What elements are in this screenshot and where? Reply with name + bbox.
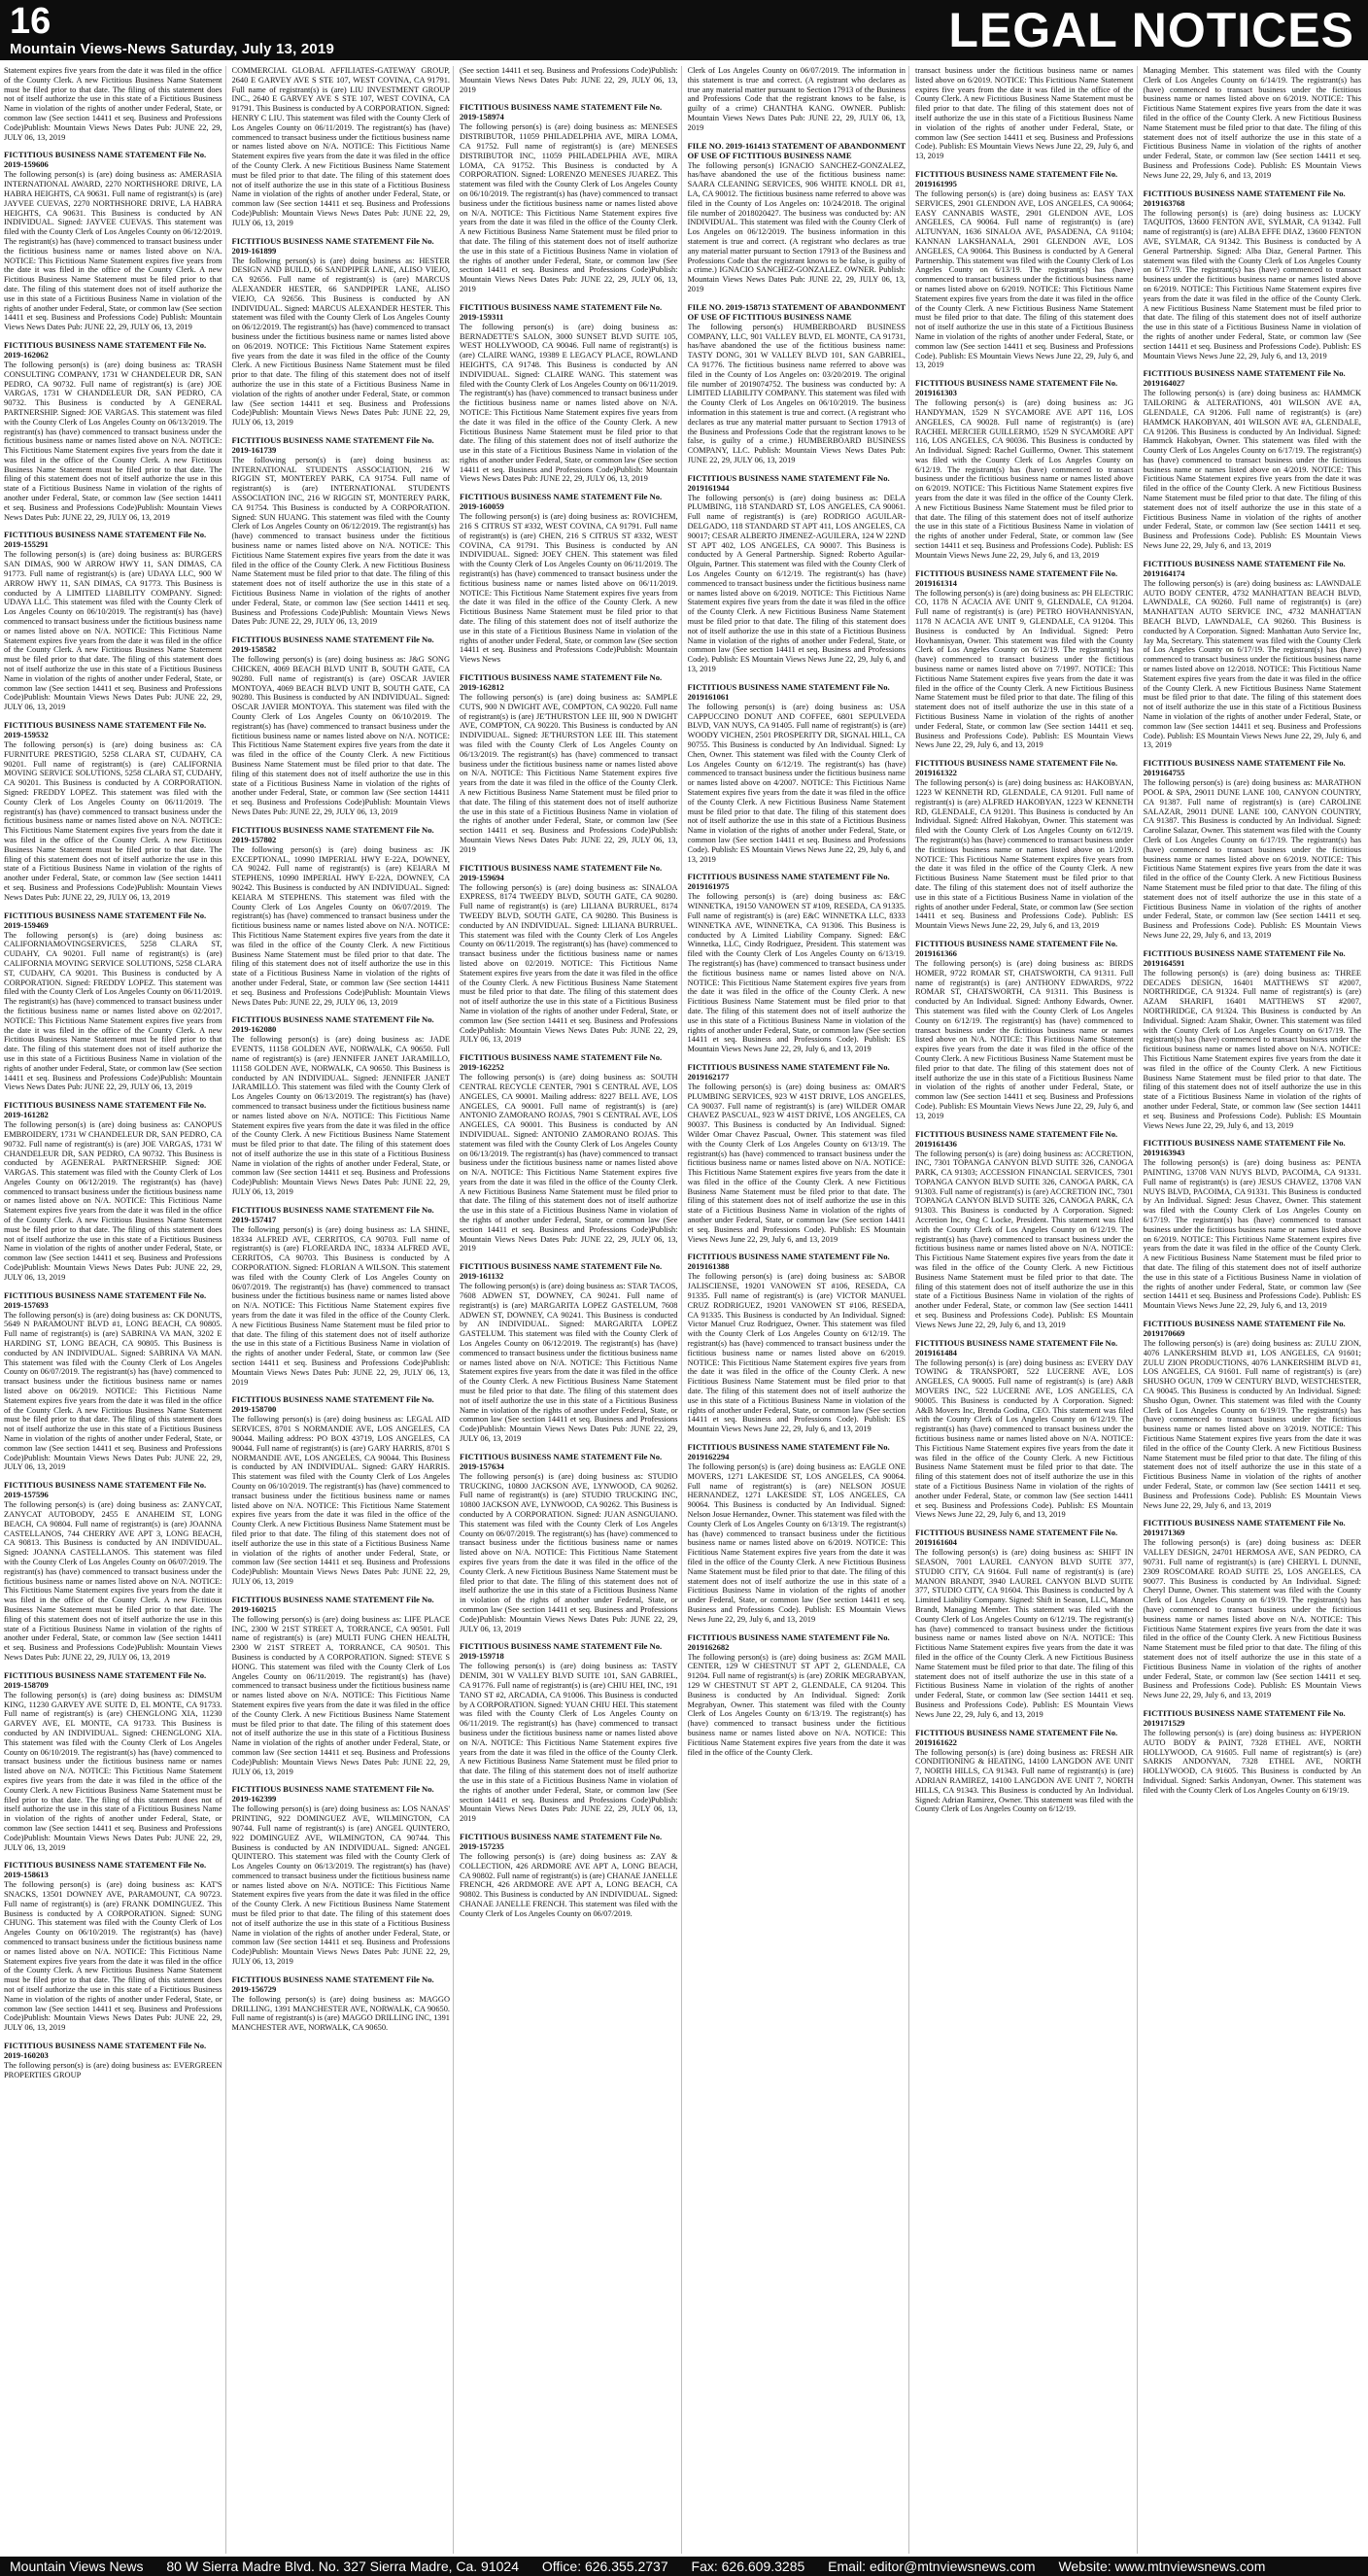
notice-body: The following person(s) is (are) doing business as: JG HANDYMAN, 1529 N SYCAMORE AVE APT 116, LOS ANGELES, CA 90028. Full name of registrant(s) is (are) RACHEL MERCIER GUILLERMO, 1529 N SYCAMORE APT 116, LOS ANGELES, CA 90036. This Business is conducted by An Individual. Signed: Rachel Guillermo, Owner. This statement was filed with the County Clerk of Los Angeles County on 6/12/19. The registrant(s) has (have) commenced to transact business under the fictitious business name or names listed above on 6/2019. NOTICE: This Fictitious Name Statement expires five years from the date it was filed in the office of the County Clerk. A new Fictitious Business Name Statement must be filed prior to that date. The filing of this statement does not of itself authorize the use in this state of a Fictitious Business Name in violation of the rights of another under Federal, State, or common law (See section 14411 et seq. Business and Professions Code). Publish: ES Mountain Views News June 22, 29, July 6, and 13, 2019 (915, 398, 1134, 560)
notice-body: The following person(s) is (are) doing business as: EVERGREEN PROPERTIES GROUP (4, 2061, 222, 2079)
notice-body: The following person(s) is (are) doing business as: ZAY & COLLECTION, 426 ARDMORE AVE APT A, LONG BEACH, CA 90802. Full name of registrant(s) is (are) CHANAE JANELLE FRENCH, 426 ARDMORE AVE APT A, LONG BEACH, CA 90802. This Business is conducted by AN INDIVIDUAL. Signed: CHANAE JANELLE FRENCH. This statement was filed with the County Clerk of Los Angeles County on 06/07/2019. (460, 1851, 678, 1918)
notice-heading: FICTITIOUS BUSINESS NAME STATEMENT File No. 2019-155291 (4, 530, 207, 550)
legal-notice (915, 169, 1134, 370)
notice-columns (4, 66, 1364, 2554)
notice-heading: FICTITIOUS BUSINESS NAME STATEMENT File No. 2019-157802 (231, 824, 434, 844)
legal-notice (915, 1129, 1134, 1330)
notice-heading: FICTITIOUS BUSINESS NAME STATEMENT File No. 2019164174 (1143, 558, 1346, 578)
footer-address: 80 W Sierra Madre Blvd. No. 327 Sierra Madre, Ca. 91024 (166, 2559, 519, 2574)
notice-body: The following person(s) is (are) doing business as: JADE EVENTS, 11158 GOLDEN AVE, NORWALK, CA 90650. Full name of registrant(s) is (are) JENNIFER JANET JARAMILLO, 11158 GOLDEN AVE, NORWALK, CA 90650. This Business is conducted by AN INDIVIDUAL. Signed: JENNIFER JANET JARAMILLO. This statement was filed with the County Clerk of Los Angeles County on 06/13/2019. The registrant(s) has (have) commenced to transact business under the fictitious business name or names listed above on N/A. NOTICE: This Fictitious Name Statement expires five years from the date it was filed in the office of the County Clerk. A new Fictitious Business Name Statement must be filed prior to that date. The filing of this statement does not of itself authorize the use in this state of a Fictitious Business Name in violation of the rights of another under Federal, State, or common law (See section 14411 et seq. Business and Professions Code)Publish: Mountain Views News Dates Pub: JUNE 22, 29, JULY 06, 13, 2019 (231, 1035, 450, 1197)
legal-notice (1144, 948, 1362, 1131)
notice-heading: FICTITIOUS BUSINESS NAME STATEMENT File No. 2019161995 (915, 168, 1118, 189)
notice-heading: FICTITIOUS BUSINESS NAME STATEMENT File No. 2019161314 (915, 567, 1118, 588)
notice-body: COMMERCIAL GLOBAL AFFILIATES-GATEWAY GROUP, 2640 E GARVEY AVE S STE 107, WEST COVINA, CA 91791. Full name of registrant(s) is (are) LIU INVESTMENT GROUP INC., 2640 E GARVEY AVE S STE 107, WEST COVINA, CA 91791. This Business is conducted by A CORPORATION. Signed: HENRY C LIU. This statement was filed with the County Clerk of Los Angeles County on 06/11/2019. The registrant(s) has (have) commenced to transact business under the fictitious business name or names listed above on N/A. NOTICE: This Fictitious Name Statement expires five years from the date it was filed in the office of the County Clerk. A new Fictitious Business Name Statement must be filed prior to that date. The filing of this statement does not of itself authorize the use in this state of a Fictitious Business Name in violation of the rights of another under Federal, State, or common law (See section 14411 et seq. Business and Professions Code)Publish: Mountain Views News Dates Pub: JUNE 22, 29, JULY 06, 13, 2019 (231, 66, 450, 227)
notice-heading: FICTITIOUS BUSINESS NAME STATEMENT File No. 2019-162252 (460, 1052, 663, 1073)
footer-bar (0, 2557, 1368, 2576)
notice-body: The following person(s) is (are) doing business as: LEGAL AID SERVICES, 8701 S NORMANDIE AVE, LOS ANGELES, CA 90044. Mailing address: PO BOX 43719, LOS ANGELES, CA 90044. Full name of registrant(s) is (are) GARY HARRIS, 8701 S NORMANDIE AVE, LOS ANGELES, CA 90044. This Business is conducted by AN INDIVIDUAL. Signed: GARY HARRIS. This statement was filed with the County Clerk of Los Angeles County on 06/10/2019. The registrant(s) has (have) commenced to transact business under the fictitious business name or names listed above on N/A. NOTICE: This Fictitious Name Statement expires five years from the date it was filed in the office of the County Clerk. A new Fictitious Business Name Statement must be filed prior to that date. The filing of this statement does not of itself authorize the use in this state of a Fictitious Business Name in violation of the rights of another under Federal, State, or common law (See section 14411 et seq. Business and Professions Code)Publish: Mountain Views News Dates Pub: JUNE 22, 29, JULY 06, 13, 2019 (231, 1415, 450, 1586)
legal-notice (460, 1641, 678, 1824)
notice-heading: FICTITIOUS BUSINESS NAME STATEMENT File No. 2019-157693 (4, 1289, 207, 1310)
notice-heading: FICTITIOUS BUSINESS NAME STATEMENT File No. 2019-159718 (460, 1641, 663, 1662)
legal-notice (915, 939, 1134, 1121)
notice-body: The following person(s) is (are) doing business as: EAGLE ONE MOVERS, 1271 LAKESIDE ST, LOS ANGELES, CA 90064. Full name of registrant(s) is (are) NELSON JOSUE HERNANDEZ, 1271 LAKESIDE ST, LOS ANGELES, CA 90064. This Business is conducted by An Individual. Signed: Nelson Josue Hernandez, Owner. This statement was filed with the County Clerk of Los Angeles County on 6/13/19. The registrant(s) has (have) commenced to transact business under the fictitious business name or names listed above on 6/2019. NOTICE: This Fictitious Name Statement expires five years from the date it was filed in the office of the County Clerk. A new Fictitious Business Name Statement must be filed prior to that date. The filing of this statement does not of itself authorize the use in this state of a Fictitious Business Name in violation of the rights of another under Federal, State, or common law (See section 14411 et seq. Business and Professions Code). Publish: ES Mountain Views News June 22, 29, July 6, and 13, 2019 (687, 1462, 906, 1624)
legal-notice (688, 1062, 906, 1245)
notice-body: transact business under the fictitious business name or names listed above on 6/2019. NOTICE: This Fictitious Name Statement expires five years from the date it was filed in the office of the County Clerk. A new Fictitious Business Name Statement must be filed prior to that date. The filing of this statement does not of itself authorize the use in this state of a Fictitious Business Name in violation of the rights of another under Federal, State, or common law (See section 14411 et seq. Business and Professions Code). Publish: ES Mountain Views News June 22, 29, July 6, and 13, 2019 (915, 66, 1134, 161)
notice-heading: FICTITIOUS BUSINESS NAME STATEMENT File No. 2019-158974 (460, 102, 663, 122)
notice-heading: FICTITIOUS BUSINESS NAME STATEMENT File No. 2019-158709 (4, 1669, 207, 1690)
legal-notice (4, 1670, 222, 1853)
notice-heading: FICTITIOUS BUSINESS NAME STATEMENT File No. 2019-160215 (231, 1594, 434, 1614)
notice-heading: FICTITIOUS BUSINESS NAME STATEMENT File No. 2019161388 (687, 1252, 890, 1272)
notice-body: The following person(s) is (are) doing business as: LAWNDALE AUTO BODY CENTER, 4732 MANHATTAN BEACH BLVD, LAWNDALE, CA 90260. Full name of registrant(s) is (are) MANHATTAN AUTO SERVICE INC, 4732 MANHATTAN BEACH BLVD, LAWNDALE, CA 90260. This Business is conducted by A Corporation. Signed: Manhattan Auto Service Inc, Jay Ma, Secretary. This statement was filed with the County Clerk of Los Angeles County on 6/17/19. The registrant(s) has (have) commenced to transact business under the fictitious business name or names listed above on 12/2018. NOTICE: This Fictitious Name Statement expires five years from the date it was filed in the office of the County Clerk. A new Fictitious Business Name Statement must be filed prior to that date. The filing of this statement does not of itself authorize the use in this state of a Fictitious Business Name in violation of the rights of another under Federal, State, or common law (See section 14411 et seq. Business and Professions Code). Publish: ES Mountain Views News June 22, 29, July 6, and 13, 2019 (1143, 578, 1361, 750)
notice-heading: FICTITIOUS BUSINESS NAME STATEMENT File No. 2019162177 (687, 1061, 890, 1082)
notice-heading: FILE NO. 2019-161413 STATEMENT OF ABANDONMENT OF USE OF FICTITIOUS BUSINESS NAME (687, 140, 906, 160)
legal-notice (915, 1528, 1134, 1719)
notice-body: The following person(s) is (are) doing business as: DIMSUM KING, 11230 GARVEY AVE SUITE D, EL MONTE, CA 91733. Full name of registrant(s) is (are) CHENGLONG XIA, 11230 GARVEY AVE, EL MONTE, CA 91733. This Business is conducted by AN INDIVIDUAL. Signed: CHENGLONG XIA. This statement was filed with the County Clerk of Los Angeles County on 06/10/2019. The registrant(s) has (have) commenced to transact business under the fictitious business name or names listed above on N/A. NOTICE: This Fictitious Name Statement expires five years from the date it was filed in the office of the County Clerk. A new Fictitious Business Name Statement must be filed prior to that date. The filing of this statement does not of itself authorize the use in this state of a Fictitious Business Name in violation of the rights of another under Federal, State, or common law (See section 14411 et seq. Business and Professions Code)Publish: Mountain Views News Dates Pub: JUNE 22, 29, JULY 06, 13, 2019 (4, 1690, 222, 1852)
notice-heading: FILE NO. 2019-158713 STATEMENT OF ABANDONMENT OF USE OF FICTITIOUS BUSINESS NAME (687, 301, 906, 322)
legal-notice (4, 1290, 222, 1473)
page-number: 16 (10, 1, 51, 42)
notice-heading: FICTITIOUS BUSINESS NAME STATEMENT File No. 2019164027 (1143, 368, 1346, 389)
legal-notice (232, 635, 451, 817)
legal-notice (4, 1480, 222, 1663)
notice-heading: FICTITIOUS BUSINESS NAME STATEMENT File No. 2019-159694 (460, 862, 663, 882)
notice-body: (See section 14411 et seq. Business and Professions Code)Publish: Mountain Views News Dates Pub: JUNE 22, 29, JULY 06, 13, 2019 (460, 66, 678, 94)
notice-heading: FICTITIOUS BUSINESS NAME STATEMENT File No. 2019161484 (915, 1337, 1118, 1357)
notice-heading: FICTITIOUS BUSINESS NAME STATEMENT File No. 2019161322 (915, 758, 1118, 778)
notice-body: The following person(s) is (are) doing business as: TASTY DENIM, 301 W VALLEY BLVD SUITE 101, SAN GABRIEL, CA 91776. Full name of registrant(s) is (are) CHIU HEI, INC, 191 TANO ST #2, ARCADIA, CA 91006. This Business is conducted by A CORPORATION. Signed: YUAN CHIU HEI. This statement was filed with the County Clerk of Los Angeles County on 06/11/2019. The registrant(s) has (have) commenced to transact business under the fictitious business name or names listed above on N/A. NOTICE: This Fictitious Name Statement expires five years from the date it was filed in the office of the County Clerk. A new Fictitious Business Name Statement must be filed prior to that date. The filing of this statement does not of itself authorize the use in this state of a Fictitious Business Name in violation of the rights of another under Federal, State, or common law (See section 14411 et seq. Business and Professions Code)Publish: Mountain Views News Dates Pub: JUNE 22, 29, JULY 06, 13, 2019 (460, 1662, 678, 1824)
footer-website[interactable]: Website: www.mtnviewsnews.com (1058, 2559, 1266, 2574)
notice-body: The following person(s) is (are) doing business as: EASY TAX SERVICES, 2901 GLENDON AVE, LOS ANGELES, CA 90064; EASY CANNABIS WASTE, 2901 GLENDON AVE, LOS ANGELES, CA 90064. Full name of registrant(s) is (are) ALTUNYAN, 1636 SINALOA AVE, PASADENA, CA 91104; KANNAN LAKSHANALA, 2901 GLENDON AVE, LOS ANGELES, CA 90064. This Business is conducted by A General Partnership. This statement was filed with the County Clerk of Los Angeles County on 6/13/19. The registrant(s) has (have) commenced to transact business under the fictitious business name or names listed above on 6/2019. NOTICE: This Fictitious Name Statement expires five years from the date it was filed in the office of the County Clerk. A new Fictitious Business Name Statement must be filed prior to that date. The filing of this statement does not of itself authorize the use in this state of a Fictitious Business Name in violation of the rights of another under Federal, State, or common law (See section 14411 et seq. Business and Professions Code). Publish: ES Mountain Views News June 22, 29, July 6, and 13, 2019 (915, 189, 1134, 370)
notice-body: The following person(s) is (are) doing business as: USA CAPPUCCINO DONUT AND COFFEE, 6801 SEPULVEDA BLVD, VAN NUYS, CA 91405. Full name of registrant(s) is (are) WOODY VICHEN, 2501 PROSPERITY DR, SIGNAL HILL, CA 90755. This Business is conducted by An Individual. Signed: Ly Chen, Owner. This statement was filed with the County Clerk of Los Angeles County on 6/12/19. The registrant(s) has (have) commenced to transact business under the fictitious business name or names listed above on 4/2007. NOTICE: This Fictitious Name Statement expires five years from the date it was filed in the office of the County Clerk. A new Fictitious Business Name Statement must be filed prior to that date. The filing of this statement does not of itself authorize the use in this state of a Fictitious Business Name in violation of the rights of another under Federal, State, or common law (See section 14411 et seq. Business and Professions Code). Publish: ES Mountain Views News June 22, 29, July 6, and 13, 2019 (687, 702, 906, 864)
legal-notice (688, 66, 906, 133)
notice-heading: FICTITIOUS BUSINESS NAME STATEMENT File No. 2019161061 (687, 681, 890, 702)
notice-body: The following person(s) is (are) doing business as: LIFE PLACE INC, 2300 W 21ST STREET A, TORRANCE, CA 90501. Full name of registrant(s) is (are) MULTI FUNG CHEN HEALTH, 2300 W 21ST STREET A, TORRANCE, CA 90501. This Business is conducted by A CORPORATION. Signed: STEVE S HONG. This statement was filed with the County Clerk of Los Angeles County on 06/11/2019. The registrant(s) has (have) commenced to transact business under the fictitious business name or names listed above on N/A. NOTICE: This Fictitious Name Statement expires five years from the date it was filed in the office of the County Clerk. A new Fictitious Business Name Statement must be filed prior to that date. The filing of this statement does not of itself authorize the use in this state of a Fictitious Business Name in violation of the rights of another under Federal, State, or common law (See section 14411 et seq. Business and Professions Code)Publish: Mountain Views News Dates Pub: JUNE 22, 29, JULY 06, 13, 2019 (231, 1614, 450, 1776)
notice-body: Statement expires five years from the date it was filed in the office of the County Clerk. A new Fictitious Business Name Statement must be filed prior to that date. The filing of this statement does not of itself authorize the use in this state of a Fictitious Business Name in violation of the rights of another under Federal, State, or common law (See section 14411 et seq. Business and Professions Code)Publish: Mountain Views News Dates Pub: JUNE 22, 29, JULY 06, 13, 2019 (4, 66, 222, 142)
notice-body: The following person(s) is (are) doing business as: HESTER DESIGN AND BUILD, 66 SANDPIPER LANE, ALISO VIEJO, CA 92656. Full name of registrant(s) is (are) MARCUS ALEXANDER HESTER, 66 SANDPIPER LANE, ALISO VIEJO, CA 92656. This Business is conducted by AN INDIVIDUAL. Signed: MARCUS ALEXANDER HESTER. This statement was filed with the County Clerk of Los Angeles County on 06/12/2019. The registrant(s) has (have) commenced to transact business under the fictitious business name or names listed above on 06/2019. NOTICE: This Fictitious Name Statement expires five years from the date it was filed in the office of the County Clerk. A new Fictitious Business Name Statement must be filed prior to that date. The filing of this statement does not of itself authorize the use in this state of a Fictitious Business Name in violation of the rights of another under Federal, State, or common law (See section 14411 et seq. Business and Professions Code)Publish: Mountain Views News Dates Pub: JUNE 22, 29, JULY 06, 13, 2019 (231, 256, 450, 428)
legal-notice (460, 302, 678, 485)
notice-body: The following person(s) is (are) doing business as: SAMPLE CUTS, 900 N DWIGHT AVE, COMPTON, CA 90220. Full name of registrant(s) is (are) JE'THURSTON LEE III, 900 N DWIGHT AVE, COMPTON, CA 90220. This Business is conducted by AN INDIVIDUAL. Signed: JE'THURSTON LEE III. This statement was filed with the County Clerk of Los Angeles County on 06/13/2019. The registrant(s) has (have) commenced to transact business under the fictitious business name or names listed above on N/A. NOTICE: This Fictitious Name Statement expires five years from the date it was filed in the office of the County Clerk. A new Fictitious Business Name Statement must be filed prior to that date. The filing of this statement does not of itself authorize the use in this state of a Fictitious Business Name in violation of the rights of another under Federal, State, or common law (See section 14411 et seq. Business and Professions Code)Publish: Mountain Views News Dates Pub: JUNE 22, 29, JULY 06, 13, 2019 (460, 693, 678, 854)
legal-notice (4, 66, 222, 142)
legal-notice (4, 2041, 222, 2080)
notice-heading: FICTITIOUS BUSINESS NAME STATEMENT File No. 2019-158582 (231, 635, 434, 655)
legal-notice (1144, 1138, 1362, 1311)
notice-heading: FICTITIOUS BUSINESS NAME STATEMENT File No. 2019-162062 (4, 339, 207, 360)
legal-notice (232, 1595, 451, 1777)
notice-heading: FICTITIOUS BUSINESS NAME STATEMENT File No. 2019171369 (1143, 1518, 1346, 1538)
notice-heading: FICTITIOUS BUSINESS NAME STATEMENT File No. 2019-157235 (460, 1831, 663, 1851)
notice-body: The following person(s) is (are) doing business as: JK EXCEPTIONAL, 10990 IMPERIAL HWY E-22A, DOWNEY, CA 90242. Full name of registrant(s) is (are) KEIARA M STEPHENS, 10990 IMPERIAL HWY E-22A, DOWNEY, CA 90242. This Business is conducted by AN INDIVIDUAL. Signed: KEIARA M STEPHENS. This statement was filed with the County Clerk of Los Angeles County on 06/07/2019. The registrant(s) has (have) commenced to transact business under the fictitious business name or names listed above on N/A. NOTICE: This Fictitious Name Statement expires five years from the date it was filed in the office of the County Clerk. A new Fictitious Business Name Statement must be filed prior to that date. The filing of this statement does not of itself authorize the use in this state of a Fictitious Business Name in violation of the rights of another under Federal, State, or common law (See section 14411 et seq. Business and Professions Code)Publish: Mountain Views News Dates Pub: JUNE 22, 29, JULY 06, 13, 2019 (231, 844, 450, 1007)
notice-body: The following person(s) is (are) doing business as: BERNADETTE'S SALON, 3000 SUNSET BLVD SUITE 105, WEST HOLLYWOOD, CA 90046. Full name of registrant(s) is (are) CLAIRE WANG, 19389 E LEGACY PLACE, ROWLAND HEIGHTS, CA 91748. This Business is conducted by AN INDIVIDUAL. Signed: CLAIRE WANG. This statement was filed with the County Clerk of Los Angeles County on 06/11/2019. The registrant(s) has (have) commenced to transact business under the fictitious business name or names listed above on N/A. NOTICE: This Fictitious Name Statement expires five years from the date it was filed in the office of the County Clerk. A new Fictitious Business Name Statement must be filed prior to that date. The filing of this statement does not of itself authorize the use in this state of a Fictitious Business Name in violation of the rights of another under Federal, State, or common law (See section 14411 et seq. Business and Professions Code)Publish: Mountain Views News Dates Pub: JUNE 22, 29, JULY 06, 13, 2019 (460, 322, 678, 484)
notice-heading: FICTITIOUS BUSINESS NAME STATEMENT File No. 2019-158613 (4, 1860, 207, 1880)
notice-body: The following person(s) HUMBERBOARD BUSINESS COMPANY, LLC, 901 VALLEY BLVD, EL MONTE, CA 91731, has/have abandoned the use of the fictitious business name: TASTY DONG, 301 W VALLEY BLVD 101, SAN GABRIEL, CA 91776. The fictitious business name referred to above was filed in the County of Los Angeles on: 03/20/2019. The original file number of 2019074752. The business was conducted by: A LIMITED LIABILITY COMPANY. This statement was filed with the County Clerk of Los Angeles on 06/10/2019. The business information in this statement is true and correct. (A registrant who declares as true any material matter pursuant to Section 17913 of the Business and Professions Code that the registrant knows to be false, is guilty of a crime.) HUMBERBOARD BUSINESS COMPANY, LLC. Publish: Mountain Views News Dates Pub: JUNE 22, 29, JULY 06, 13, 2019 (687, 322, 906, 464)
legal-notice (915, 1728, 1134, 1815)
legal-notice (915, 568, 1134, 751)
notice-body: The following person(s) is (are) doing business as: ACCRETION, INC, 7301 TOPANGA CANYON BLVD SUITE 326, CANOGA PARK, CA 91303; ACCESSION FINANCIAL SERVICES, 7301 TOPANGA CANYON BLVD SUITE 326, CANOGA PARK, CA 91303. Full name of registrant(s) is (are) ACCRETION INC, 7301 TOPANGA CANYON BLVD SUITE 326, CANOGA PARK, CA 91303. This Business is conducted by A Corporation. Signed: Accretion Inc, Ong C Locke, President. This statement was filed with the County Clerk of Los Angeles County on 6/12/19. The registrant(s) has (have) commenced to transact business under the fictitious business name or names listed above on N/A. NOTICE: This Fictitious Name Statement expires five years from the date it was filed in the office of the County Clerk. A new Fictitious Business Name Statement must be filed prior to that date. The filing of this statement does not of itself authorize the use in this state of a Fictitious Business Name in violation of the rights of another under Federal, State, or common law (See section 14411 et seq. Business and Professions Code). Publish: ES Mountain Views News June 22, 29, July 6, and 13, 2019 (915, 1149, 1134, 1329)
notice-heading: FICTITIOUS BUSINESS NAME STATEMENT File No. 2019161622 (915, 1727, 1118, 1747)
notice-body: The following person(s) is (are) doing business as: MENESES DISTRIBUTOR, 11059 PHILADELPHIA AVE, MIRA LOMA, CA 91752. Full name of registrant(s) is (are) MENESES DISTRIBUTOR INC, 11059 PHILADELPHIA AVE, MIRA LOMA, CA 91752. This Business is conducted by A CORPORATION. Signed: LORENZO MENESES JUAREZ. This statement was filed with the County Clerk of Los Angeles County on 06/10/2019. The registrant(s) has (have) commenced to transact business under the fictitious business name or names listed above on N/A. NOTICE: This Fictitious Name Statement expires five years from the date it was filed in the office of the County Clerk. A new Fictitious Business Name Statement must be filed prior to that date. The filing of this statement does not of itself authorize the use in this state of a Fictitious Business Name in violation of the rights of another under Federal, State, or common law (See section 14411 et seq. Business and Professions Code)Publish: Mountain Views News Dates Pub: JUNE 22, 29, JULY 06, 13, 2019 (460, 122, 678, 293)
legal-notice (688, 1442, 906, 1625)
notice-body: The following person(s) is (are) doing business as: STUDIO TRUCKING, 10800 JACKSON AVE, LYNWOOD, CA 90262. Full name of registrant(s) is (are) STUDIO TRUCKING INC, 10800 JACKSON AVE, LYNWOOD, CA 90262. This Business is conducted by A CORPORATION. Signed: JUAN ASNGUIANO. This statement was filed with the County Clerk of Los Angeles County on 06/07/2019. The registrant(s) has (have) commenced to transact business under the fictitious business name or names listed above on N/A. NOTICE: This Fictitious Name Statement expires five years from the date it was filed in the office of the County Clerk. A new Fictitious Business Name Statement must be filed prior to that date. The filing of this statement does not of itself authorize the use in this state of a Fictitious Business Name in violation of the rights of another under Federal, State, or common law (See section 14411 et seq. Business and Professions Code)Publish: Mountain Views News Dates Pub: JUNE 22, 29, JULY 06, 13, 2019 (460, 1471, 678, 1633)
notice-body: The following person(s) is (are) doing business as: ROVICHEM, 216 S CITRUS ST #332, WEST COVINA, CA 91791. Full name of registrant(s) is (are) CHEN, 216 S CITRUS ST #332, WEST COVINA, CA 91791. This Business is conducted by AN INDIVIDUAL. Signed: JOEY CHEN. This statement was filed with the County Clerk of Los Angeles County on 06/11/2019. The registrant(s) has (have) commenced to transact business under the fictitious business name or names listed above on 06/11/2019. NOTICE: This Fictitious Name Statement expires five years from the date it was filed in the office of the County Clerk. A new Fictitious Business Name Statement must be filed prior to that date. The filing of this statement does not of itself authorize the use in this state of a Fictitious Business Name in violation of the rights of another under Federal, State, or common law (See section 14411 et seq. Business and Professions Code)Publish: Mountain Views News (460, 512, 678, 665)
notice-heading: FICTITIOUS BUSINESS NAME STATEMENT File No. 2019-156729 (231, 1974, 434, 1994)
notice-body: The following person(s) is (are) doing business as: SABOR JALISCIENSE, 19201 VANOWEN ST #106, RESEDA, CA 91335. Full name of registrant(s) is (are) VICTOR MANUEL CRUZ RODRIGUEZ, 19201 VANOWEN ST #106, RESEDA, CA 91335. This Business is conducted by An Individual. Signed: Victor Manuel Cruz Rodriguez, Owner. This statement was filed with the County Clerk of Los Angeles County on 6/12/19. The registrant(s) has (have) commenced to transact business under the fictitious business name or names listed above on 6/2019. NOTICE: This Fictitious Name Statement expires five years from the date it was filed in the office of the County Clerk. A new Fictitious Business Name Statement must be filed prior to that date. The filing of this statement does not of itself authorize the use in this state of a Fictitious Business Name in violation of the rights of another under Federal, State, or common law (See section 14411 et seq. Business and Professions Code). Publish: ES Mountain Views News June 22, 29, July 6, and 13, 2019 (687, 1272, 906, 1434)
notice-body: The following person(s) is (are) doing business as: ZANYCAT, ZANYCAT AUTOBODY, 2455 E ANAHEIM ST, LONG BEACH, CA 90804. Full name of registrant(s) is (are) JOANNA CASTELLANOS, 744 CHERRY AVE APT 3, LONG BEACH, CA 90813. This Business is conducted by AN INDIVIDUAL. Signed: JOANNA CASTELLANOS. This statement was filed with the County Clerk of Los Angeles County on 06/07/2019. The registrant(s) has (have) commenced to transact business under the fictitious business name or names listed above on N/A. NOTICE: This Fictitious Name Statement expires five years from the date it was filed in the office of the County Clerk. A new Fictitious Business Name Statement must be filed prior to that date. The filing of this statement does not of itself authorize the use in this state of a Fictitious Business Name in violation of the rights of another under Federal, State, or common law (See section 14411 et seq. Business and Professions Code)Publish: Mountain Views News Dates Pub: JUNE 22, 29, JULY 06, 13, 2019 (4, 1500, 222, 1662)
notice-body: The following person(s) is (are) doing business as: CALIFORNIAMOVINGSERVICES, 5258 CLARA ST, CUDAHY, CA 90201. Full name of registrant(s) is (are) CALIFORNIA MOVING SERVICE SOLUTIONS, 5258 CLARA ST, CUDAHY, CA 90201. This Business is conducted by A CORPORATION. Signed: FREDDY LOPEZ. This statement was filed with the County Clerk of Los Angeles County on 06/11/2019. The registrant(s) has (have) commenced to transact business under the fictitious business name or names listed above on 02/2017. NOTICE: This Fictitious Name Statement expires five years from the date it was filed in the office of the County Clerk. A new Fictitious Business Name Statement must be filed prior to that date. The filing of this statement does not of itself authorize the use in this state of a Fictitious Business Name in violation of the rights of another under Federal, State, or common law (See section 14411 et seq. Business and Professions Code)Publish: Mountain Views News Dates Pub: JUNE 22, 29, JULY 06, 13, 2019 (4, 930, 222, 1092)
notice-heading: FICTITIOUS BUSINESS NAME STATEMENT File No. 2019-157596 (4, 1480, 207, 1500)
legal-notice (232, 66, 451, 228)
notice-heading: FICTITIOUS BUSINESS NAME STATEMENT File No. 2019-161739 (231, 434, 434, 455)
notice-body: The following person(s) is (are) doing business as: BURGERS SAN DIMAS, 900 W ARROW HWY 11, SAN DIMAS, CA 91773. Full name of registrant(s) is (are) UDAYA LLC, 900 W ARROW HWY 11, SAN DIMAS, CA 91773. This Business is conducted by A LIMITED LIABILITY COMPANY. Signed: UDAYA LLC. This statement was filed with the County Clerk of Los Angeles County on 06/10/2019. The registrant(s) has (have) commenced to transact business under the fictitious business name or names listed above on N/A. NOTICE: This Fictitious Name Statement expires five years from the date it was filed in the office of the County Clerk. A new Fictitious Business Name Statement must be filed prior to that date. The filing of this statement does not of itself authorize the use in this state of a Fictitious Business Name in violation of the rights of another under Federal, State, or common law (See section 14411 et seq. Business and Professions Code)Publish: Mountain Views News Dates Pub: JUNE 22, 29, JULY 06, 13, 2019 (4, 550, 222, 712)
notice-body: The following person(s) is (are) doing business as: HAKOBYAN, 1223 W KENNETH RD, GLENDALE, CA 91201. Full name of registrant(s) is (are) ALFRED HAKOBYAN, 1223 W KENNETH RD, GLENDALE, CA 91201. This Business is conducted by An Individual. Signed: Alfred Hakobyan, Owner. This statement was filed with the County Clerk of Los Angeles County on 6/12/19. The registrant(s) has (have) commenced to transact business under the fictitious business name or names listed above on 1/2019. NOTICE: This Fictitious Name Statement expires five years from the date it was filed in the office of the County Clerk. A new Fictitious Business Name Statement must be filed prior to that date. The filing of this statement does not of itself authorize the use in this state of a Fictitious Business Name in violation of the rights of another under Federal, State, or common law (See section 14411 et seq. Business and Professions Code). Publish: ES Mountain Views News June 22, 29, July 6, and 13, 2019 (915, 778, 1134, 931)
notice-body: The following person(s) is (are) doing business as: KAT'S SNACKS, 13501 DOWNEY AVE, PARAMOUNT, CA 90723. Full name of registrant(s) is (are) FRANK DOMINGUEZ. This Business is conducted by A CORPORATION. Signed: SUNG CHUNG. This statement was filed with the County Clerk of Los Angeles County on 06/10/2019. The registrant(s) has (have) commenced to transact business under the fictitious business name or names listed above on N/A. NOTICE: This Fictitious Name Statement expires five years from the date it was filed in the office of the County Clerk. A new Fictitious Business Name Statement must be filed prior to that date. The filing of this statement does not of itself authorize the use in this state of a Fictitious Business Name in violation of the rights of another under Federal, State, or common law (See section 14411 et seq. Business and Professions Code)Publish: Mountain Views News Dates Pub: JUNE 22, 29, JULY 06, 13, 2019 (4, 1880, 222, 2033)
notice-heading: FICTITIOUS BUSINESS NAME STATEMENT File No. 2019-159532 (4, 720, 207, 740)
notice-heading: FICTITIOUS BUSINESS NAME STATEMENT File No. 2019-160059 (460, 492, 663, 512)
notice-body: The following person(s) is (are) doing business as: STAR TACOS, 7608 ADWEN ST, DOWNEY, CA 90241. Full name of registrant(s) is (are) MARGARITA LOPEZ GASTELUM, 7608 ADWEN ST, DOWNEY, CA 90241. This Business is conducted by AN INDIVIDUAL. Signed: MARGARITA LOPEZ GASTELUM. This statement was filed with the County Clerk of Los Angeles County on 06/12/2019. The registrant(s) has (have) commenced to transact business under the fictitious business name or names listed above on N/A. NOTICE: This Fictitious Name Statement expires five years from the date it was filed in the office of the County Clerk. A new Fictitious Business Name Statement must be filed prior to that date. The filing of this statement does not of itself authorize the use in this state of a Fictitious Business Name in violation of the rights of another under Federal, State, or common law (See section 14411 et seq. Business and Professions Code)Publish: Mountain Views News Dates Pub: JUNE 22, 29, JULY 06, 13, 2019 (460, 1282, 678, 1444)
notice-body: The following person(s) is (are) doing business as: EVERY DAY TOWING & TRANSPORT, 522 LUCERNE AVE, LOS ANGELES, CA 90005. Full name of registrant(s) is (are) A&B MOVERS INC, 522 LUCERNE AVE, LOS ANGELES, CA 90005. This Business is conducted by A Corporation. Signed: A&B Movers Inc, Brenda Godina, CEO. This statement was filed with the County Clerk of Los Angeles County on 6/12/19. The registrant(s) has (have) commenced to transact business under the fictitious business name or names listed above on N/A. NOTICE: This Fictitious Name Statement expires five years from the date it was filed in the office of the County Clerk. A new Fictitious Business Name Statement must be filed prior to that date. The filing of this statement does not of itself authorize the use in this state of a Fictitious Business Name in violation of the rights of another under Federal, State, or common law (See section 14411 et seq. Business and Professions Code). Publish: ES Mountain Views News June 22, 29, July 6, and 13, 2019 (915, 1357, 1134, 1520)
legal-notice (688, 141, 906, 294)
legal-notice (460, 672, 678, 855)
legal-notice (232, 1014, 451, 1197)
notice-heading: FICTITIOUS BUSINESS NAME STATEMENT File No. 2019-158700 (231, 1394, 434, 1415)
legal-notice (4, 720, 222, 903)
footer-email[interactable]: Email: editor@mtnviewsnews.com (828, 2559, 1036, 2574)
notice-body: The following person(s) is (are) doing business as: DEER VALLEY DESIGN, 24701 HERMOSA AVE, SAN PEDRO, CA 90731. Full name of registrant(s) is (are) CHERYL L DUNNE, 2309 ROSCOMARE ROAD SUITE 25, LOS ANGELES, CA 90077. This Business is conducted by An Individual. Signed: Cheryl Dunne, Owner. This statement was filed with the County Clerk of Los Angeles County on 6/19/19. The registrant(s) has (have) commenced to transact business under the fictitious business name or names listed above on N/A. NOTICE: This Fictitious Name Statement expires five years from the date it was filed in the office of the County Clerk. A new Fictitious Business Name Statement must be filed prior to that date. The filing of this statement does not of itself authorize the use in this state of a Fictitious Business Name in violation of the rights of another under Federal, State, or common law (See section 14411 et seq. Business and Professions Code). Publish: ES Mountain Views News June 22, 29, July 6, and 13, 2019 (1143, 1538, 1361, 1700)
legal-notice (4, 340, 222, 523)
legal-notice (915, 1338, 1134, 1521)
legal-notice (232, 1394, 451, 1586)
notice-body: The following person(s) is (are) doing business as: ZULU ZION, 4076 LANKERSHIM BLVD #1, LOS ANGELES, CA 91601; ZULU ZION PRODUCTIONS, 4076 LANKERSHIM BLVD #1, LOS ANGELES, CA 91601. Full name of registrant(s) is (are) SHUSHO OGUN, 1709 W CENTURY BLVD, WESTCHESTER, CA 90045. This Business is conducted by An Individual. Signed: Shusho Ogun, Owner. This statement was filed with the County Clerk of Los Angeles County on 6/19/19. The registrant(s) has (have) commenced to transact business under the fictitious business name or names listed above on 3/2019. NOTICE: This Fictitious Name Statement expires five years from the date it was filed in the office of the County Clerk. A new Fictitious Business Name Statement must be filed prior to that date. The filing of this statement does not of itself authorize the use in this state of a Fictitious Business Name in violation of the rights of another under Federal, State, or common law (See section 14411 et seq. Business and Professions Code). Publish: ES Mountain Views News June 22, 29, July 6, and 13, 2019 (1143, 1339, 1361, 1510)
notice-body: The following person(s) is (are) doing business as: BIRDS HOMER, 9722 ROMAR ST, CHATSWORTH, CA 91311. Full name of registrant(s) is (are) ANTHONY EDWARDS, 9722 ROMAR ST, CHATSWORTH, CA 91311. This Business is conducted by An Individual. Signed: Anthony Edwards, Owner. This statement was filed with the County Clerk of Los Angeles County on 6/12/19. The registrant(s) has (have) commenced to transact business under the fictitious business name or names listed above on N/A. NOTICE: This Fictitious Name Statement expires five years from the date it was filed in the office of the County Clerk. A new Fictitious Business Name Statement must be filed prior to that date. The filing of this statement does not of itself authorize the use in this state of a Fictitious Business Name in violation of the rights of another under Federal, State, or common law (See section 14411 et seq. Business and Professions Code). Publish: ES Mountain Views News June 22, 29, July 6, and 13, 2019 (915, 958, 1134, 1120)
notice-body: The following person(s) is (are) doing business as: HYPERION AUTO BODY & PAINT, 7328 ETHEL AVE, NORTH HOLLYWOOD, CA 91605. Full name of registrant(s) is (are) SARKIS ANDONYAN, 7328 ETHEL AVE, NORTH HOLLYWOOD, CA 91605. This Business is conducted by An Individual. Signed: Sarkis Andonyan, Owner. This statement was filed with the County Clerk of Los Angeles County on 6/19/19. (1143, 1728, 1361, 1795)
legal-notice (460, 102, 678, 293)
notice-heading: FICTITIOUS BUSINESS NAME STATEMENT File No. 2019161366 (915, 938, 1118, 958)
legal-notice (232, 236, 451, 428)
notice-body: The following person(s) is (are) doing business as: J&G SONG CHICKEN, 4069 BEACH BLVD UNIT B, SOUTH GATE, CA 90280. Full name of registrant(s) is (are) OSCAR JAVIER MONTOYA, 4069 BEACH BLVD UNIT B, SOUTH GATE, CA 90280. This Business is conducted by AN INDIVIDUAL. Signed: OSCAR JAVIER MONTOYA. This statement was filed with the County Clerk of Los Angeles County on 06/10/2019. The registrant(s) has (have) commenced to transact business under the fictitious business name or names listed above on N/A. NOTICE: This Fictitious Name Statement expires five years from the date it was filed in the office of the County Clerk. A new Fictitious Business Name Statement must be filed prior to that date. The filing of this statement does not of itself authorize the use in this state of a Fictitious Business Name in violation of the rights of another under Federal, State, or common law (See section 14411 et seq. Business and Professions Code)Publish: Mountain Views News Dates Pub: JUNE 22, 29, JULY 06, 13, 2019 (231, 655, 450, 816)
legal-notice (460, 1261, 678, 1444)
legal-notice (460, 492, 678, 665)
notice-body: The following person(s) is (are) doing business as: SINALOA EXPRESS, 8174 TWEEDY BLVD, SOUTH GATE, CA 90280. Full name of registrant(s) is (are) LILIANA BURRUEL, 8174 TWEEDY BLVD, SOUTH GATE, CA 90280. This Business is conducted by AN INDIVIDUAL. Signed: LILIANA BURRUEL. This statement was filed with the County Clerk of Los Angeles County on 06/11/2019. The registrant(s) has (have) commenced to transact business under the fictitious business name or names listed above on 02/2019. NOTICE: This Fictitious Name Statement expires five years from the date it was filed in the office of the County Clerk. A new Fictitious Business Name Statement must be filed prior to that date. The filing of this statement does not of itself authorize the use in this state of a Fictitious Business Name in violation of the rights of another under Federal, State, or common law (See section 14411 et seq. Business and Professions Code)Publish: Mountain Views News Dates Pub: JUNE 22, 29, JULY 06, 13, 2019 (460, 882, 678, 1045)
notice-heading: FICTITIOUS BUSINESS NAME STATEMENT File No. 2019161604 (915, 1528, 1118, 1548)
notice-heading: FICTITIOUS BUSINESS NAME STATEMENT File No. 2019-160203 (4, 2041, 207, 2061)
notice-heading: FICTITIOUS BUSINESS NAME STATEMENT File No. 2019162682 (687, 1631, 890, 1652)
notice-heading: FICTITIOUS BUSINESS NAME STATEMENT File No. 2019163943 (1143, 1138, 1346, 1158)
notice-body: The following person(s) is (are) doing business as: THREE DECADES DESIGN, 16401 MATTHEWS ST #2007, NORTHRIDGE, CA 91324. Full name of registrant(s) is (are) AZAM SHARIFI, 16401 MATTHEWS ST #2007, NORTHRIDGE, CA 91324. This Business is conducted by An Individual. Signed: Azam Shakir, Owner. This statement was filed with the County Clerk of Los Angeles County on 6/17/19. The registrant(s) has (have) commenced to transact business under the fictitious business name or names listed above on N/A. NOTICE: This Fictitious Name Statement expires five years from the date it was filed in the office of the County Clerk. A new Fictitious Business Name Statement must be filed prior to that date. The filing of this statement does not of itself authorize the use in this state of a Fictitious Business Name in violation of the rights of another under Federal, State, or common law (See section 14411 et seq. Business and Professions Code). Publish: ES Mountain Views News June 22, 29, July 6, and 13, 2019 (1143, 968, 1361, 1130)
notice-body: The following person(s) is (are) doing business as: FRESH AIR CONDITIONING & HEATING, 14100 LANGDON AVE UNIT 7, NORTH HILLS, CA 91343. Full name of registrant(s) is (are) ADRIAN RAMIREZ, 14100 LANGDON AVE UNIT 7, NORTH HILLS, CA 91343. This Business is conducted by An Individual. Signed: Adrian Ramirez, Owner. This statement was filed with the County Clerk of Los Angeles County on 6/12/19. (915, 1747, 1134, 1814)
notice-heading: FICTITIOUS BUSINESS NAME STATEMENT File No. 2019163768 (1143, 188, 1346, 208)
legal-notice (688, 302, 906, 465)
paper-date-line: Mountain Views-News Saturday, July 13, 2019 (10, 41, 335, 57)
section-title: LEGAL NOTICES (948, 3, 1354, 57)
notice-body: The following person(s) is (are) doing business as: MARATHON POOL & SPA, 29011 DUNE LANE 100, CANYON COUNTRY, CA 91387. Full name of registrant(s) is (are) CAROLINE SALAZAR, 29011 DUNE LANE 100, CANYON COUNTRY, CA 91387. This Business is conducted by An Individual. Signed: Caroline Salazar, Owner. This statement was filed with the County Clerk of Los Angeles County on 6/17/19. The registrant(s) has (have) commenced to transact business under the fictitious business name or names listed above on 6/2019. NOTICE: This Fictitious Name Statement expires five years from the date it was filed in the office of the County Clerk. A new Fictitious Business Name Statement must be filed prior to that date. The filing of this statement does not of itself authorize the use in this state of a Fictitious Business Name in violation of the rights of another under Federal, State, or common law (See section 14411 et seq. Business and Professions Code). Publish: ES Mountain Views News June 22, 29, July 6, and 13, 2019 (1143, 778, 1361, 940)
notice-column (915, 66, 1138, 2554)
legal-notice (4, 910, 222, 1093)
notice-body: The following person(s) is (are) doing business as: E&C WINNETKA, 19150 VANOWEN ST #109, RESEDA, CA 91335. Full name of registrant(s) is (are) E&C WINNETKA LLC, 8333 WINNETKA AVE, WINNETKA, CA 91306. This Business is conducted by A Limited Liability Company. Signed: E&C Winnetka, LLC, Cindy Rodriguez, President. This statement was filed with the County Clerk of Los Angeles County on 6/13/19. The registrant(s) has (have) commenced to transact business under the fictitious business name or names listed above on N/A. NOTICE: This Fictitious Name Statement expires five years from the date it was filed in the office of the County Clerk. A new Fictitious Business Name Statement must be filed prior to that date. The filing of this statement does not of itself authorize the use in this state of a Fictitious Business Name in violation of the rights of another under Federal, State, or common law (See section 14411 et seq. Business and Professions Code). Publish: ES Mountain Views News June 22, 29, July 6, and 13, 2019 (687, 892, 906, 1054)
notice-heading: FICTITIOUS BUSINESS NAME STATEMENT File No. 2019161436 (915, 1128, 1118, 1149)
notice-body: The following person(s) is (are) doing business as: CA FURNITURE PRESTIGIO, 5258 CLARA ST, CUDAHY, CA 90201. Full name of registrant(s) is (are) CALIFORNIA MOVING SERVICE SOLUTIONS, 5258 CLARA ST, CUDAHY, CA 90201. This Business is conducted by A CORPORATION. Signed: FREDDY LOPEZ. This statement was filed with the County Clerk of Los Angeles County on 06/11/2019. The registrant(s) has (have) commenced to transact business under the fictitious business name or names listed above on N/A. NOTICE: This Fictitious Name Statement expires five years from the date it was filed in the office of the County Clerk. A new Fictitious Business Name Statement must be filed prior to that date. The filing of this statement does not of itself authorize the use in this state of a Fictitious Business Name in violation of the rights of another under Federal, State, or common law (See section 14411 et seq. Business and Professions Code)Publish: Mountain Views News Dates Pub: JUNE 22, 29, JULY 06, 13, 2019 (4, 740, 222, 902)
notice-body: The following person(s) is (are) doing business as: SOUTH CENTRAL RECYCLE CENTER, 7901 S CENTRAL AVE, LOS ANGELES, CA 90001. Mailing address: 8227 BELL AVE, LOS ANGELES, CA 90001. Full name of registrant(s) is (are) ANTONIO ZAMORANO ROJAS, 7901 S CENTRAL AVE, LOS ANGELES, CA 90001. This Business is conducted by AN INDIVIDUAL. Signed: ANTONIO ZAMORANO ROJAS. This statement was filed with the County Clerk of Los Angeles County on 06/13/2019. The registrant(s) has (have) commenced to transact business under the fictitious business name or names listed above on N/A. NOTICE: This Fictitious Name Statement expires five years from the date it was filed in the office of the County Clerk. A new Fictitious Business Name Statement must be filed prior to that date. The filing of this statement does not of itself authorize the use in this state of a Fictitious Business Name in violation of the rights of another under Federal, State, or common law (See section 14411 et seq. Business and Professions Code)Publish: Mountain Views News Dates Pub: JUNE 22, 29, JULY 06, 13, 2019 (460, 1073, 678, 1254)
legal-notice (688, 682, 906, 865)
notice-heading: FICTITIOUS BUSINESS NAME STATEMENT File No. 2019-159311 (460, 301, 663, 322)
legal-notice (1144, 1518, 1362, 1700)
notice-body: The following person(s) is (are) doing business as: CK DONUTS, 5649 N PARAMOUNT BLVD #1, LONG BEACH, CA 90805. Full name of registrant(s) is (are) SABRINA VA MAN, 3202 E HARDING ST, LONG BEACH, CA 90805. This Business is conducted by AN INDIVIDUAL. Signed: SABRINA VA MAN. This statement was filed with the County Clerk of Los Angeles County on 06/07/2019. The registrant(s) has (have) commenced to transact business under the fictitious business name or names listed above on 06/2019. NOTICE: This Fictitious Name Statement expires five years from the date it was filed in the office of the County Clerk. A new Fictitious Business Name Statement must be filed prior to that date. The filing of this statement does not of itself authorize the use in this state of a Fictitious Business Name in violation of the rights of another under Federal, State, or common law (See section 14411 et seq. Business and Professions Code)Publish: Mountain Views News Dates Pub: JUNE 22, 29, JULY 06, 13, 2019 (4, 1310, 222, 1472)
legal-notice (915, 378, 1134, 561)
notice-body: The following person(s) is (are) doing business as: CANOPUS EMBROIDERY, 1731 W CHANDELEUR DR, SAN PEDRO, CA 90732. Full name of registrant(s) is (are) JOE VARGAS, 1731 W CHANDELEUR DR, SAN PEDRO, CA 90732. This Business is conducted by AGENERAL PARTNERSHIP. Signed: JOE VARGAS. This statement was filed with the County Clerk of Los Angeles County on 06/12/2019. The registrant(s) has (have) commenced to transact business under the fictitious business name or names listed above on N/A. NOTICE: This Fictitious Name Statement expires five years from the date it was filed in the office of the County Clerk. A new Fictitious Business Name Statement must be filed prior to that date. The filing of this statement does not of itself authorize the use in this state of a Fictitious Business Name in violation of the rights of another under Federal, State, or common law (See section 14411 et seq. Business and Professions Code)Publish: Mountain Views News Dates Pub: JUNE 22, 29, JULY 06, 13, 2019 (4, 1120, 222, 1282)
notice-column (688, 66, 910, 2554)
legal-notice (688, 1252, 906, 1434)
notice-body: The following person(s) is (are) doing business as: LOS NANAS' PRINTING, 922 DOMINGUEZ AVE, WILMINGTON, CA 90744. Full name of registrant(s) is (are) ANGEL QUINTERO, 922 DOMINGUEZ AVE, WILMINGTON, CA 90744. This Business is conducted by AN INDIVIDUAL. Signed: ANGEL QUINTERO. This statement was filed with the County Clerk of Los Angeles County on 06/13/2019. The registrant(s) has (have) commenced to transact business under the fictitious business name or names listed above on N/A. NOTICE: This Fictitious Name Statement expires five years from the date it was filed in the office of the County Clerk. A new Fictitious Business Name Statement must be filed prior to that date. The filing of this statement does not of itself authorize the use in this state of a Fictitious Business Name in violation of the rights of another under Federal, State, or common law (See section 14411 et seq. Business and Professions Code)Publish: Mountain Views News Dates Pub: JUNE 22, 29, JULY 06, 13, 2019 (231, 1804, 450, 1967)
notice-body: The following person(s) is (are) doing business as: LA SHINE, 18334 ALFRED AVE, CERRITOS, CA 90703. Full name of registrant(s) is (are) FLOREARDA INC, 18334 ALFRED AVE, CERRITOS, CA 90703. This Business is conducted by A CORPORATION. Signed: FLORIAN A WILSON. This statement was filed with the County Clerk of Los Angeles County on 06/07/2019. The registrant(s) has (have) commenced to transact business under the fictitious business name or names listed above on N/A. NOTICE: This Fictitious Name Statement expires five years from the date it was filed in the office of the County Clerk. A new Fictitious Business Name Statement must be filed prior to that date. The filing of this statement does not of itself authorize the use in this state of a Fictitious Business Name in violation of the rights of another under Federal, State, or common law (See section 14411 et seq. Business and Professions Code)Publish: Mountain Views News Dates Pub: JUNE 22, 29, JULY 06, 13, 2019 (231, 1224, 450, 1387)
notice-body: The following person(s) is (are) doing business as: INTERNATIONAL STUDENTS ASSOCIATION, 216 W RIGGIN ST, MONTEREY PARK, CA 91754. Full name of registrant(s) is (are) INTERNATIONAL STUDENTS ASSOCIATION INC, 216 W RIGGIN ST, MONTEREY PARK, CA 91754. This Business is conducted by A CORPORATION. Signed: SUN HUANG. This statement was filed with the County Clerk of Los Angeles County on 06/12/2019. The registrant(s) has (have) commenced to transact business under the fictitious business name or names listed above on N/A. NOTICE: This Fictitious Name Statement expires five years from the date it was filed in the office of the County Clerk. A new Fictitious Business Name Statement must be filed prior to that date. The filing of this statement does not of itself authorize the use in this state of a Fictitious Business Name in violation of the rights of another under Federal, State, or common law (See section 14411 et seq. Business and Professions Code)Publish: Mountain Views News Dates Pub: JUNE 22, 29, JULY 06, 13, 2019 (231, 455, 450, 627)
footer-fax: Fax: 626.609.3285 (691, 2559, 805, 2574)
legal-notice (688, 872, 906, 1054)
legal-notice (1144, 368, 1362, 551)
legal-notice (1144, 1708, 1362, 1796)
legal-notice (915, 758, 1134, 931)
notice-body: The following person(s) is (are) doing business as: LUCKY TAQUITOS, 13600 FENTON AVE, SYLMAR, CA 91342. Full name of registrant(s) is (are) ALBA EFFE DIAZ, 13600 FENTON AVE, SYLMAR, CA 91342. This Business is conducted by A General Partnership. Signed: Alba Diaz, General Partner. This statement was filed with the County Clerk of Los Angeles County on 6/17/19. The registrant(s) has (have) commenced to transact business under the fictitious business name or names listed above on 6/2019. NOTICE: This Fictitious Name Statement expires five years from the date it was filed in the office of the County Clerk. A new Fictitious Business Name Statement must be filed prior to that date. The filing of this statement does not of itself authorize the use in this state of a Fictitious Business Name in violation of the rights of another under Federal, State, or common law (See section 14411 et seq. Business and Professions Code). Publish: ES Mountain Views News June 22, 29, July 6, and 13, 2019 (1143, 208, 1361, 361)
notice-body: The following person(s) is (are) doing business as: MAGGO DRILLING, 1391 MANCHESTER AVE, NORWALK, CA 90650. Full name of registrant(s) is (are) MAGGO DRILLING INC, 1391 MANCHESTER AVE, NORWALK, CA 90650. (231, 1994, 450, 2033)
notice-body: The following person(s) is (are) doing business as: SHIFT IN SEASON, 7001 LAUREL CANYON BLVD SUITE 377, STUDIO CITY, CA 91604. Full name of registrant(s) is (are) MANON BRANDT, 3940 LAUREL CANYON BLVD SUITE 377, STUDIO CITY, CA 91604. This Business is conducted by A Limited Liability Company. Signed: Shift in Season, LLC, Manon Brandt, Managing Member. This statement was filed with the County Clerk of Los Angeles County on 6/12/19. The registrant(s) has (have) commenced to transact business under the fictitious business name or names listed above on N/A. NOTICE: This Fictitious Name Statement expires five years from the date it was filed in the office of the County Clerk. A new Fictitious Business Name Statement must be filed prior to that date. The filing of this statement does not of itself authorize the use in this state of a Fictitious Business Name in violation of the rights of another under Federal, State, or common law (See section 14411 et seq. Business and Professions Code). Publish: ES Mountain Views News June 22, 29, July 6, and 13, 2019 (915, 1548, 1134, 1719)
legal-notice (460, 66, 678, 94)
notice-body: The following person(s) IGNACIO SANCHEZ-GONZALEZ, has/have abandoned the use of the fictitious business name: SAARA CLEANING SERVICES, 906 WHITE KNOLL DR #1, LA, CA 90012. The fictitious business name referred to above was filed in the County of Los Angeles on: 10/24/2018. The original file number of 2018020427. The business was conducted by: AN INDIVIDUAL. This statement was filed with the County Clerk of Los Angeles on 06/12/2019. The business information in this statement is true and correct. (A registrant who declares as true any material matter pursuant to Section 17913 of the Business and Professions Code that the registrant knows to be false, is guilty of a crime.) IGNACIO SANCHEZ-GONZALEZ. OWNER. Publish: Mountain Views News Dates Pub: JUNE 22, 29, JULY 06, 13, 2019 (687, 160, 906, 293)
notice-heading: FICTITIOUS BUSINESS NAME STATEMENT File No. 2019171529 (1143, 1707, 1346, 1728)
notice-body: Clerk of Los Angeles County on 06/07/2019. The information in this statement is true and correct. (A registrant who declares as true any material matter pursuant to Section 17913 of the Business and Professions Code that the registrant knows to be false, is guilty of a crime) CHANTHA KANG. OWNER. Publish: Mountain Views News Dates Pub: JUNE 22, 29, JULY 06, 13, 2019 (687, 66, 906, 132)
footer-office: Office: 626.355.2737 (541, 2559, 668, 2574)
legal-notice (232, 1205, 451, 1388)
legal-notice (460, 1052, 678, 1254)
legal-notice (1144, 189, 1362, 361)
notice-heading: FICTITIOUS BUSINESS NAME STATEMENT File No. 2019161303 (915, 378, 1118, 398)
legal-notice (4, 1860, 222, 2033)
legal-notice (1144, 559, 1362, 750)
notice-column (460, 66, 682, 2554)
notice-body: The following person(s) is (are) doing business as: AMERASIA INTERNATIONAL AWARD, 2270 NORTHSHORE DRIVE, LA HABRA HEIGHTS, CA 90631. Full name of registrant(s) is (are) JAYVEE CUEVAS, 2270 NORTHSHORE DRIVE, LA HABRA HEIGHTS, CA 90631. This Business is conducted by AN INDIVIDUAL. Signed: JAYVEE CUEVAS. This statement was filed with the County Clerk of Los Angeles County on 06/12/2019. The registrant(s) has (have) commenced to transact business under the fictitious business name or names listed above on N/A. NOTICE: This Fictitious Name Statement expires five years from the date it was filed in the office of the County Clerk. A new Fictitious Business Name Statement must be filed prior to that date. The filing of this statement does not of itself authorize the use in this state of a Fictitious Business Name in violation of the rights of another under Federal, State, or common law (See section 14411 et seq. Business and Professions Code) Publish: Mountain Views News Dates Pub: JUNE 22, 29, JULY 06, 13, 2019 (4, 170, 222, 332)
notice-column (232, 66, 455, 2554)
masthead (0, 0, 1368, 60)
notice-body: Managing Member. This statement was filed with the County Clerk of Los Angeles County on 6/14/19. The registrant(s) has (have) commenced to transact business under the fictitious business name or names listed above on 6/2019. NOTICE: This Fictitious Name Statement expires five years from the date it was filed in the office of the County Clerk. A new Fictitious Business Name Statement must be filed prior to that date. The filing of this statement does not of itself authorize the use in this state of a Fictitious Business Name in violation of the rights of another under Federal, State, or common law (See section 14411 et seq. Business and Professions Code). Publish: ES Mountain Views News June 22, 29, July 6, and 13, 2019 (1143, 66, 1361, 180)
legal-notice (460, 1832, 678, 1919)
notice-heading: FICTITIOUS BUSINESS NAME STATEMENT File No. 2019-159606 (4, 150, 207, 170)
legal-notice (1144, 1319, 1362, 1510)
legal-notice (460, 863, 678, 1046)
footer-paper: Mountain Views News (10, 2559, 144, 2574)
legal-notice (232, 825, 451, 1008)
notice-body: The following person(s) is (are) doing business as: OMAR'S PLUMBING SERVICES, 923 W 41ST DRIVE, LOS ANGELES, CA 90037. Full name of registrant(s) is (are) WILDER OMAR CHAVEZ PASCUAL, 923 W 41ST DRIVE, LOS ANGELES, CA 90037. This Business is conducted by An Individual. Signed: Wilder Omar Chavez Pascual, Owner. This statement was filed with the County Clerk of Los Angeles County on 6/13/19. The registrant(s) has (have) commenced to transact business under the fictitious business name or names listed above on N/A. NOTICE: This Fictitious Name Statement expires five years from the date it was filed in the office of the County Clerk. A new Fictitious Business Name Statement must be filed prior to that date. The filing of this statement does not of itself authorize the use in this state of a Fictitious Business Name in violation of the rights of another under Federal, State, or common law (See section 14411 et seq. Business and Professions Code). Publish: ES Mountain Views News June 22, 29, July 6, and 13, 2019 (687, 1082, 906, 1244)
legal-notice (4, 150, 222, 332)
notice-body: The following person(s) is (are) doing business as: TRASH CONSULTING COMPANY, 1731 W CHANDELEUR DR, SAN PEDRO, CA 90732. Full name of registrant(s) is (are) JOE VARGAS, 1731 W CHANDELEUR DR, SAN PEDRO, CA 90732. This Business is conducted by A GENERAL PARTNERSHIP. Signed: JOE VARGAS. This statement was filed with the County Clerk of Los Angeles County on 06/13/2019. The registrant(s) has (have) commenced to transact business under the fictitious business name or names listed above on N/A. NOTICE: This Fictitious Name Statement expires five years from the date it was filed in the office of the County Clerk. A new Fictitious Business Name Statement must be filed prior to that date. The filing of this statement does not of itself authorize the use in this state of a Fictitious Business Name in violation of the rights of another under Federal, State, or common law (See section 14411 et seq. Business and Professions Code)Publish: Mountain Views News Dates Pub: JUNE 22, 29, JULY 06, 13, 2019 (4, 360, 222, 522)
notice-body: The following person(s) is (are) doing business as: PH ELECTRIC CO, 1178 N ACACIA AVE UNIT 9, GLENDALE, CA 91204. Full name of registrant(s) is (are) PETRO HOVHANNISYAN, 1178 N ACACIA AVE UNIT 9, GLENDALE, CA 91204. This Business is conducted by An Individual. Signed: Petro Hovhannisyan, Owner. This statement was filed with the County Clerk of Los Angeles County on 6/12/19. The registrant(s) has (have) commenced to transact business under the fictitious business name or names listed above on 7/1997. NOTICE: This Fictitious Name Statement expires five years from the date it was filed in the office of the County Clerk. A new Fictitious Business Name Statement must be filed prior to that date. The filing of this statement does not of itself authorize the use in this state of a Fictitious Business Name in violation of the rights of another under Federal, State, or common law (See section 14411 et seq. Business and Professions Code). Publish: ES Mountain Views News June 22, 29, July 6, and 13, 2019 (915, 588, 1134, 750)
notice-body: The following person(s) is (are) doing business as: PENTA PAINTING, 13708 VAN NUYS BLVD, PACOIMA, CA 91331. Full name of registrant(s) is (are) JESUS CHAVEZ, 13708 VAN NUYS BLVD, PACOIMA, CA 91331. This Business is conducted by An Individual. Signed: Jesus Chavez, Owner. This statement was filed with the County Clerk of Los Angeles County on 6/17/19. The registrant(s) has (have) commenced to transact business under the fictitious business name or names listed above on 6/2019. NOTICE: This Fictitious Name Statement expires five years from the date it was filed in the office of the County Clerk. A new Fictitious Business Name Statement must be filed prior to that date. The filing of this statement does not of itself authorize the use in this state of a Fictitious Business Name in violation of the rights of another under Federal, State, or common law (See section 14411 et seq. Business and Professions Code). Publish: ES Mountain Views News June 22, 29, July 6, and 13, 2019 (1143, 1158, 1361, 1311)
notice-heading: FICTITIOUS BUSINESS NAME STATEMENT File No. 2019-159469 (4, 910, 207, 930)
notice-heading: FICTITIOUS BUSINESS NAME STATEMENT File No. 2019161944 (687, 472, 890, 493)
notice-heading: FICTITIOUS BUSINESS NAME STATEMENT File No. 2019-161132 (460, 1261, 663, 1282)
notice-body: The following person(s) is (are) doing business as: ZGM MAIL CENTER, 129 W CHESTNUT ST APT 2, GLENDALE, CA 91204. Full name of registrant(s) is (are) ZORIK MEGRABYAN, 129 W CHESTNUT ST APT 2, GLENDALE, CA 91204. This Business is conducted by An Individual. Signed: Zorik Megrabyan, Owner. This statement was filed with the County Clerk of Los Angeles County on 6/13/19. The registrant(s) has (have) commenced to transact business under the fictitious business name or names listed above on N/A. NOTICE: This Fictitious Name Statement expires five years from the date it was filed in the office of the County Clerk. (687, 1652, 906, 1757)
notice-column (1144, 66, 1365, 2554)
legal-notice (915, 66, 1134, 161)
legal-notice (688, 1632, 906, 1758)
notice-heading: FICTITIOUS BUSINESS NAME STATEMENT File No. 2019170669 (1143, 1319, 1346, 1339)
legal-notice (4, 1100, 222, 1283)
notice-heading: FICTITIOUS BUSINESS NAME STATEMENT File No. 2019-161282 (4, 1100, 207, 1120)
notice-body: The following person(s) is (are) doing business as: HAMMCK TAILORING & ALTERATIONS, 401 WILSON AVE #A, GLENDALE, CA 91206. Full name of registrant(s) is (are) HAMMCK HAKOBYAN, 401 WILSON AVE #A, GLENDALE, CA 91206. This Business is conducted by An Individual. Signed: Hammck Hakobyan, Owner. This statement was filed with the County Clerk of Los Angeles County on 6/17/19. The registrant(s) has (have) commenced to transact business under the fictitious business name or names listed above on 4/2019. NOTICE: This Fictitious Name Statement expires five years from the date it was filed in the office of the County Clerk. A new Fictitious Business Name Statement must be filed prior to that date. The filing of this statement does not of itself authorize the use in this state of a Fictitious Business Name in violation of the rights of another under Federal, State, or common law (See section 14411 et seq. Business and Professions Code). Publish: ES Mountain Views News June 22, 29, July 6, and 13, 2019 (1143, 389, 1361, 551)
legal-notice (232, 435, 451, 627)
legal-notice (1144, 66, 1362, 181)
legal-notice (232, 1784, 451, 1967)
notice-heading: FICTITIOUS BUSINESS NAME STATEMENT File No. 2019164755 (1143, 758, 1346, 778)
notice-heading: FICTITIOUS BUSINESS NAME STATEMENT File No. 2019162294 (687, 1442, 890, 1462)
notice-heading: FICTITIOUS BUSINESS NAME STATEMENT File No. 2019-162812 (460, 672, 663, 693)
notice-heading: FICTITIOUS BUSINESS NAME STATEMENT File No. 2019-157634 (460, 1451, 663, 1471)
legal-notice (1144, 758, 1362, 941)
notice-heading: FICTITIOUS BUSINESS NAME STATEMENT File No. 2019161975 (687, 872, 890, 892)
legal-notice (4, 530, 222, 712)
notice-body: The following person(s) is (are) doing business as: DELA PLUMBING, 118 STANDARD ST, LOS ANGELES, CA 90061. Full name of registrant(s) is (are) RODRIGO AGUILAR-DELGADO, 118 STANDARD ST APT 411, LOS ANGELES, CA 90017; CESAR ALBERTO JIMENEZ-AGUILERA, 124 W 22ND ST APT 402, LOS ANGELES, CA 90007. This Business is conducted by A General Partnership. Signed: Roberto Aguilar-Olguin, Partner. This statement was filed with the County Clerk of Los Angeles County on 6/12/19. The registrant(s) has (have) commenced to transact business under the fictitious business name or names listed above on 6/2019. NOTICE: This Fictitious Name Statement expires five years from the date it was filed in the office of the County Clerk. A new Fictitious Business Name Statement must be filed prior to that date. The filing of this statement does not of itself authorize the use in this state of a Fictitious Business Name in violation of the rights of another under Federal, State, or common law (See section 14411 et seq. Business and Professions Code). Publish: ES Mountain Views News June 22, 29, July 6, and 13, 2019 (687, 493, 906, 674)
notice-heading: FICTITIOUS BUSINESS NAME STATEMENT File No. 2019-162399 (231, 1784, 434, 1804)
notice-heading: FICTITIOUS BUSINESS NAME STATEMENT File No. 2019164591 (1143, 947, 1346, 968)
notice-heading: FICTITIOUS BUSINESS NAME STATEMENT File No. 2019-162080 (231, 1014, 434, 1035)
notice-column (4, 66, 226, 2554)
legal-notice (688, 473, 906, 674)
notice-heading: FICTITIOUS BUSINESS NAME STATEMENT File No. 2019-157417 (231, 1204, 434, 1224)
notice-heading: FICTITIOUS BUSINESS NAME STATEMENT File No. 2019-161899 (231, 235, 434, 256)
legal-notice (460, 1452, 678, 1634)
legal-notice (232, 1975, 451, 2033)
